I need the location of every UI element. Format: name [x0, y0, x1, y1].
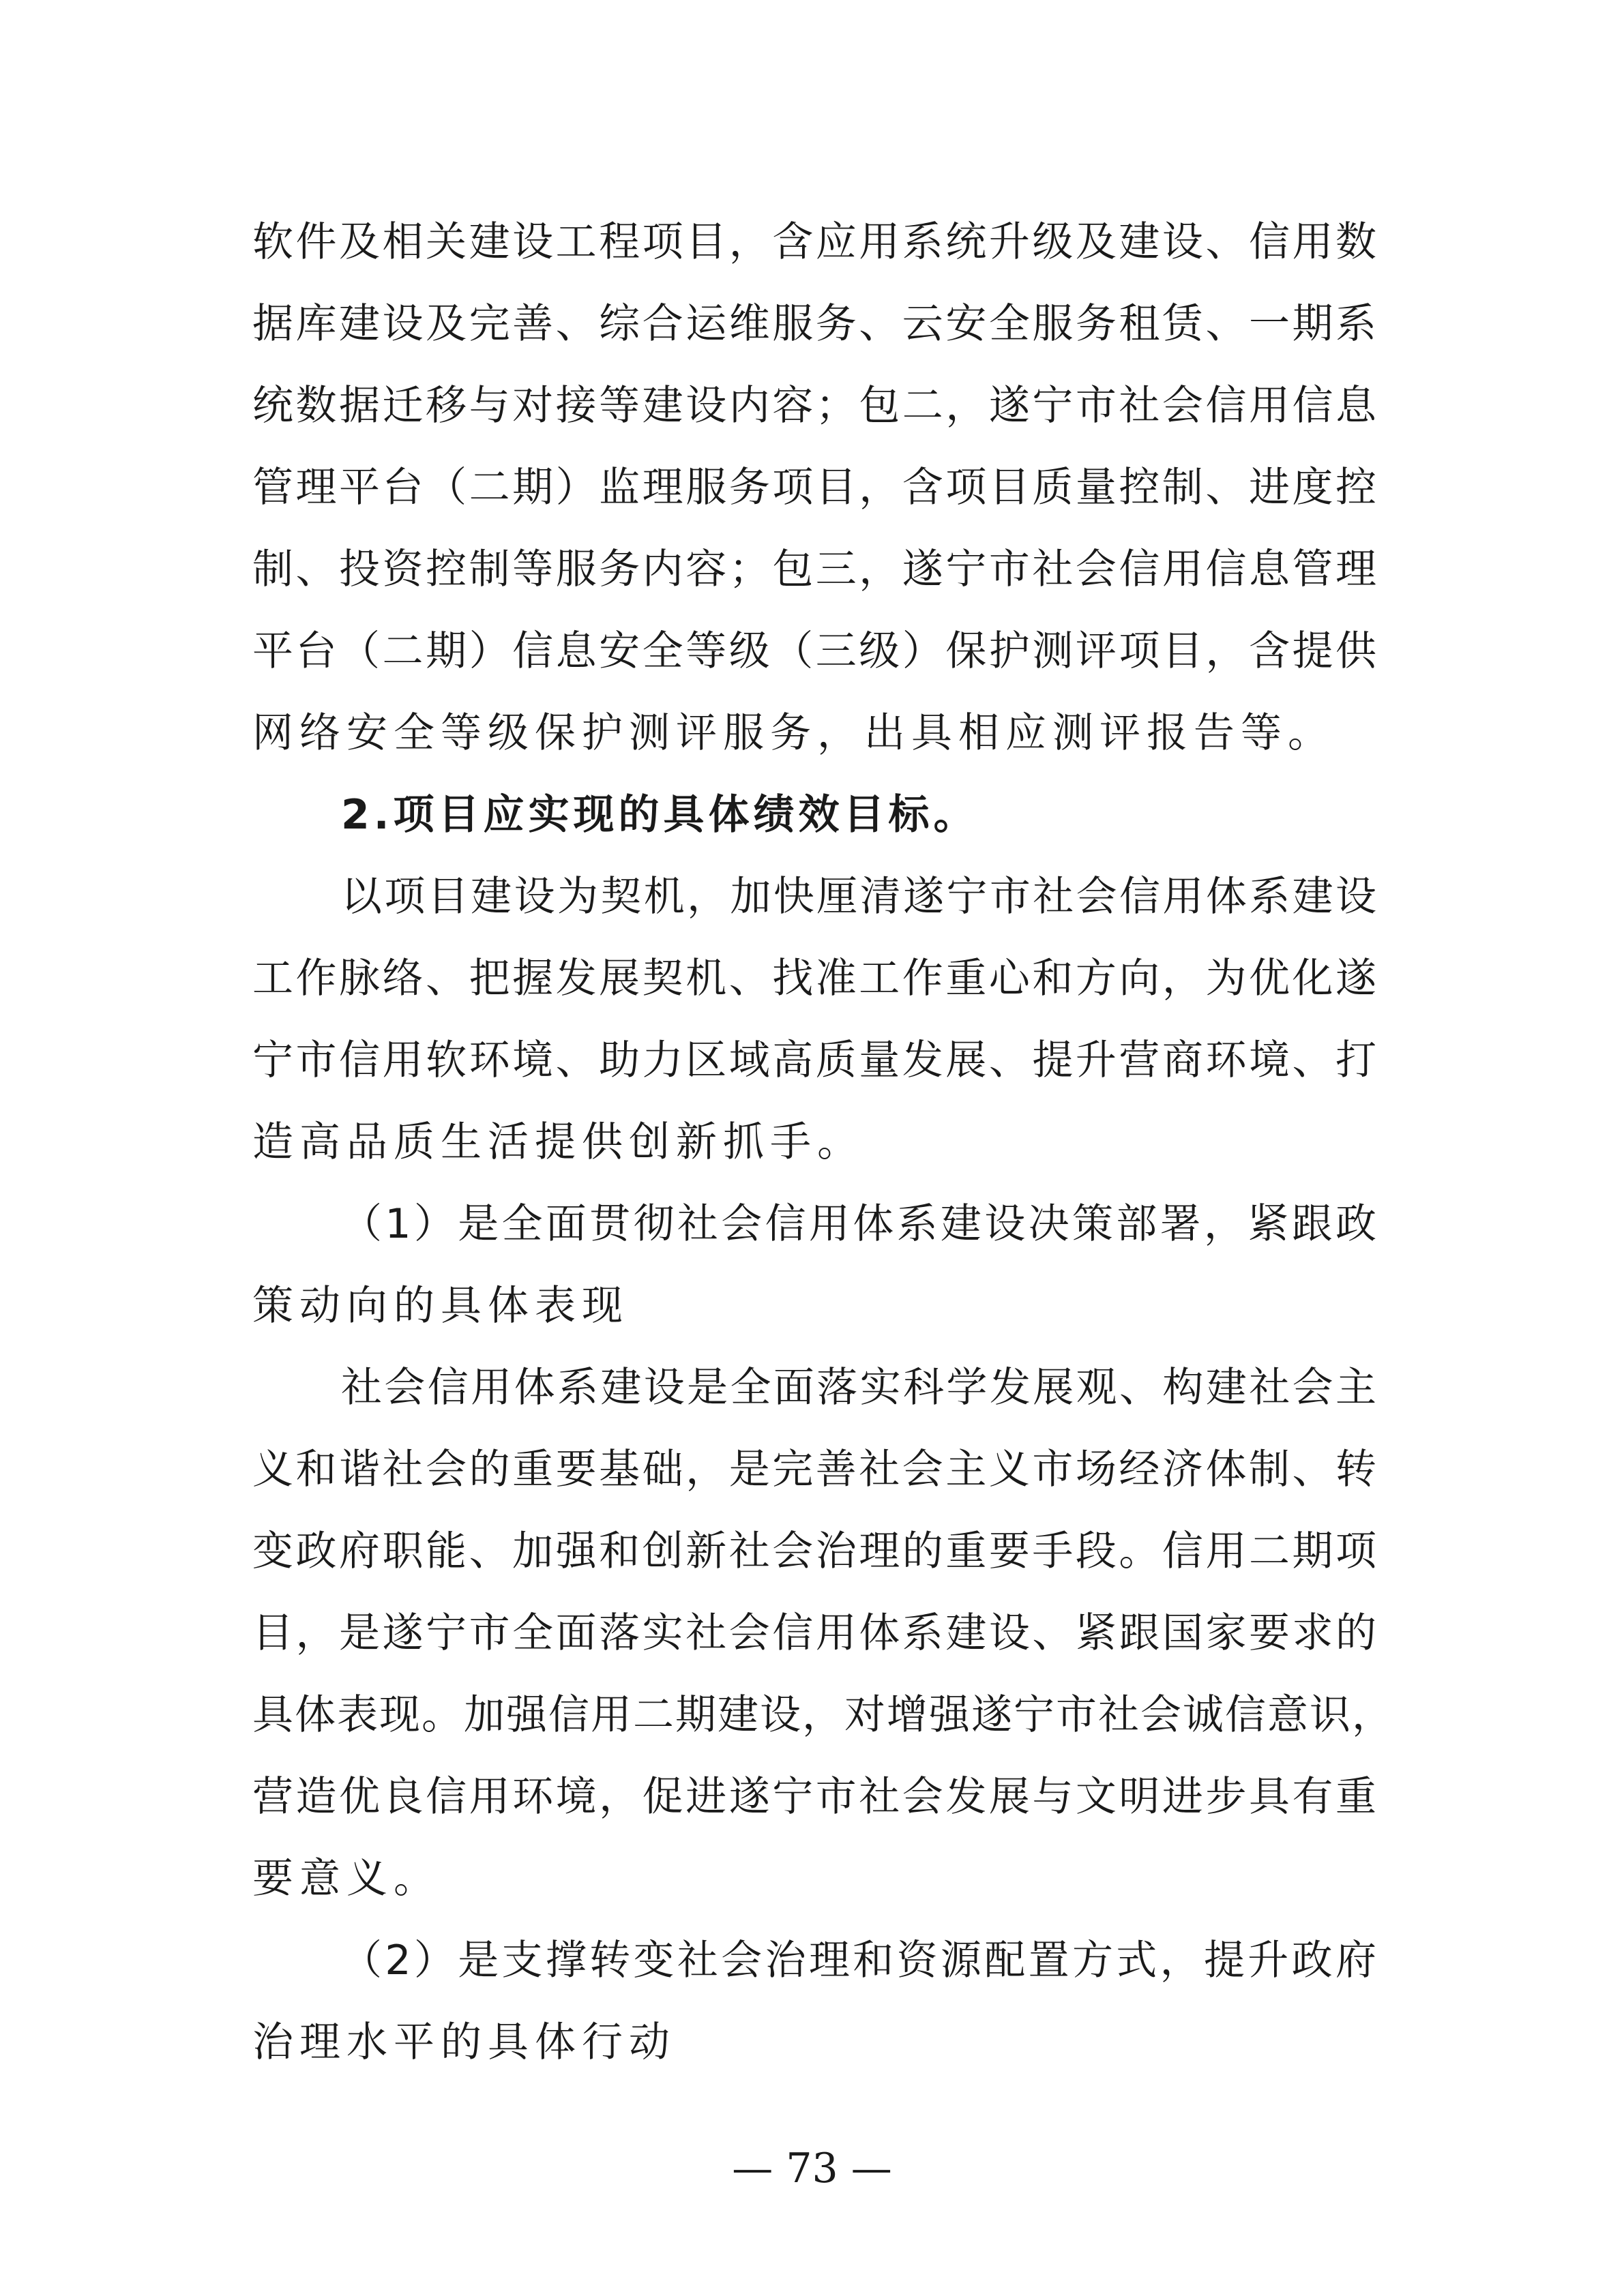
text-line: 据库建设及完善、综合运维服务、云安全服务租赁、一期系	[252, 300, 1378, 348]
text-line: 宁市信用软环境、助力区域高质量发展、提升营商环境、打	[252, 1037, 1378, 1084]
subheading-line: （1）是全面贯彻社会信用体系建设决策部署，紧跟政	[341, 1200, 1378, 1248]
text-line: 管理平台（二期）监理服务项目，含项目质量控制、进度控	[252, 464, 1378, 511]
text-line: 网络安全等级保护测评服务，出具相应测评报告等。	[252, 709, 1335, 757]
subheading-line: 策动向的具体表现	[252, 1282, 629, 1330]
text-line: 平台（二期）信息安全等级（三级）保护测评项目，含提供	[252, 627, 1378, 675]
text-line: 营造优良信用环境，促进遂宁市社会发展与文明进步具有重	[252, 1773, 1378, 1821]
text-line: 变政府职能、加强和创新社会治理的重要手段。信用二期项	[252, 1527, 1378, 1575]
text-line: 统数据迁移与对接等建设内容；包二，遂宁市社会信用信息	[252, 382, 1378, 430]
page-number: — 73 —	[732, 2145, 892, 2192]
subheading-line: （2）是支撑转变社会治理和资源配置方式，提升政府	[341, 1937, 1378, 1984]
text-line: 以项目建设为契机，加快厘清遂宁市社会信用体系建设	[341, 873, 1378, 921]
subheading-line: 治理水平的具体行动	[252, 2018, 676, 2066]
text-line: 要意义。	[252, 1855, 441, 1903]
text-line: 具体表现。加强信用二期建设，对增强遂宁市社会诚信意识，	[252, 1691, 1394, 1739]
section-heading: 2.项目应实现的具体绩效目标。	[341, 791, 979, 839]
text-line: 工作脉络、把握发展契机、找准工作重心和方向，为优化遂	[252, 955, 1378, 1002]
text-line: 社会信用体系建设是全面落实科学发展观、构建社会主	[341, 1364, 1378, 1412]
text-line: 造高品质生活提供创新抓手。	[252, 1118, 864, 1166]
text-line: 制、投资控制等服务内容；包三，遂宁市社会信用信息管理	[252, 546, 1378, 593]
text-line: 软件及相关建设工程项目，含应用系统升级及建设、信用数	[252, 218, 1378, 266]
text-line: 目，是遂宁市全面落实社会信用体系建设、紧跟国家要求的	[252, 1609, 1378, 1657]
text-line: 义和谐社会的重要基础，是完善社会主义市场经济体制、转	[252, 1446, 1378, 1493]
